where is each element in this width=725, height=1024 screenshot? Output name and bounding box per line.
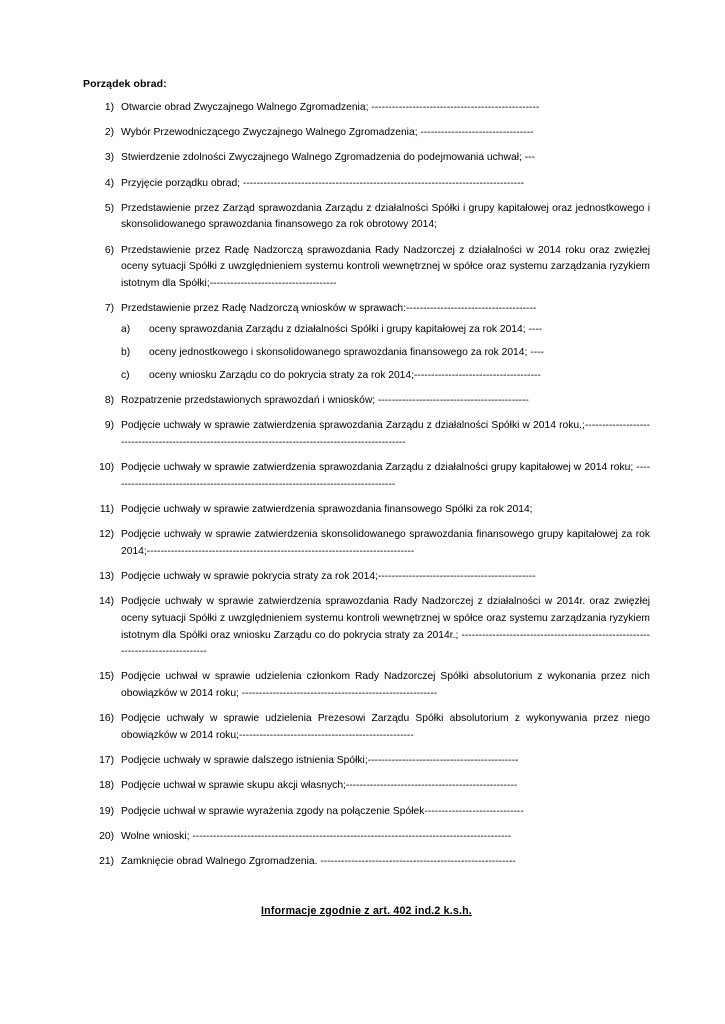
agenda-item [83,753,650,770]
agenda-item [83,243,650,293]
agenda-item [83,393,650,410]
agenda-item-number: 21) [99,855,114,867]
agenda-item-text: Przedstawienie przez Radę Nadzorczą wniosków w sprawach:-------------------------------------- [121,303,537,315]
agenda-item-text: Podjęcie uchwały w sprawie dalszego istnienia Spółki;-------------------------------------------- [121,755,519,767]
agenda-item [83,150,650,167]
agenda-item-text: Podjęcie uchwał w sprawie udzielenia członkom Rady Nadzorczej Spółki absolutorium z wykonania przez nich obowiązków w 2014 roku; --------------------------------------------------------- [121,671,650,700]
agenda-item-number: 20) [99,830,114,842]
agenda-item-number: 16) [99,713,114,725]
agenda-item [83,569,650,586]
agenda-item-text: Wolne wnioski; --------------------------------------------------------------------------------------------- [121,830,512,842]
agenda-item-number: 1) [104,102,114,113]
agenda-item-text: Rozpatrzenie przedstawionych sprawozdań i wniosków; -------------------------------------------- [121,395,529,407]
agenda-item [83,460,650,493]
agenda-item-number: 13) [99,571,114,583]
agenda-item [83,176,650,193]
agenda-subitem [121,368,650,385]
agenda-item-number: 2) [104,127,114,139]
agenda-subitem-number: b) [121,346,131,358]
agenda-item-number: 4) [104,177,114,189]
agenda-item-text: Stwierdzenie zdolności Zwyczajnego Walnego Zgromadzenia do podejmowania uchwał; --- [121,152,535,164]
agenda-subitem-number: a) [121,323,131,335]
agenda-item-number: 3) [104,152,114,164]
agenda-item-text: Podjęcie uchwały w sprawie zatwierdzenia sprawozdania Zarządu z działalności Spółki w 2014 roku.;------------------------------------------------------------------------------------------------------ [121,420,650,449]
agenda-item [83,125,650,142]
agenda-subitem-text: oceny wniosku Zarządu co do pokrycia straty za rok 2014;------------------------------------- [149,370,541,382]
agenda-item [83,778,650,795]
agenda-item-text: Podjęcie uchwały w sprawie zatwierdzenia sprawozdania Rady Nadzorczej z działalności w 2014r. oraz zwięzłej oceny sytuacji Spółki z uwzględnieniem systemu kontroli wewnętrznej w spółce oraz systemu zarządzania ryzykiem istotnym dla Spółki oraz wniosku Zarządu co do pokrycia straty za 2014r.; -------------------------------------------------------------------------------- [121,596,650,658]
agenda-item-number: 17) [99,755,114,767]
agenda-item [83,669,650,702]
agenda-item-text: Otwarcie obrad Zwyczajnego Walnego Zgromadzenia; ------------------------------------------------- [121,102,540,113]
agenda-item [83,100,650,117]
agenda-item-number: 8) [104,395,114,407]
agenda-subitem-text: oceny jednostkowego i skonsolidowanego sprawozdania finansowego za rok 2014; ---- [149,346,544,358]
agenda-item-number: 19) [99,805,114,817]
agenda-subitem-text: oceny sprawozdania Zarządu z działalności Spółki i grupy kapitałowej za rok 2014; ---- [149,323,543,335]
agenda-item-number: 10) [99,462,114,474]
agenda-item-text: Podjęcie uchwały w sprawie zatwierdzenia sprawozdania finansowego Spółki za rok 2014; [121,504,533,516]
agenda-list [83,100,650,871]
agenda-item-number: 9) [104,420,114,432]
agenda-item [83,418,650,451]
agenda-item-number: 11) [99,504,114,516]
agenda-item [83,594,650,661]
agenda-item-number: 5) [104,202,114,214]
agenda-item-text: Zamknięcie obrad Walnego Zgromadzenia. --------------------------------------------------------- [121,855,516,867]
agenda-item [83,527,650,560]
agenda-item-number: 7) [104,303,114,315]
footer-note: Informacje zgodnie z art. 402 ind.2 k.s.h. [261,904,472,917]
agenda-item-text: Podjęcie uchwały w sprawie pokrycia straty za rok 2014;---------------------------------------------- [121,571,536,583]
agenda-item [83,804,650,821]
agenda-item-text: Podjęcie uchwały w sprawie zatwierdzenia sprawozdania Zarządu z działalności grupy kapitałowej w 2014 roku; ------------------------------------------------------------------------------------ [121,462,650,490]
agenda-item-number: 12) [99,529,114,541]
agenda-item [83,502,650,519]
agenda-item [83,854,650,871]
agenda-item-text: Przyjęcie porządku obrad; ---------------------------------------------------------------------------------- [121,177,525,189]
agenda-subitem-list [121,322,650,385]
agenda-subitem [121,345,650,362]
agenda-item [83,711,650,744]
page-title: Porządek obrad: [83,78,167,90]
agenda-item-text: Przedstawienie przez Zarząd sprawozdania Zarządu z działalności Spółki i grupy kapitałowej oraz jednostkowego i skonsolidowanego sprawozdania finansowego za rok obrotowy 2014; [121,202,650,231]
agenda-item-number: 6) [104,244,114,256]
agenda-item-text: Podjęcie uchwał w sprawie skupu akcji własnych;-------------------------------------------------- [121,780,518,792]
agenda-item-number: 14) [99,596,114,608]
agenda-item-text: Wybór Przewodniczącego Zwyczajnego Walnego Zgromadzenia; --------------------------------- [121,127,534,139]
agenda-item [83,301,650,385]
agenda-subitem-number: c) [121,370,130,382]
agenda-item-number: 18) [99,780,114,792]
agenda-item-text: Podjęcie uchwał w sprawie wyrażenia zgody na połączenie Spółek----------------------------- [121,805,524,817]
agenda-item-text: Przedstawienie przez Radę Nadzorczą sprawozdania Rady Nadzorczej z działalności w 2014 roku oraz zwięzłej oceny sytuacji Spółki z uwzględnieniem systemu kontroli wewnętrznej w spółce oraz systemu zarządzania ryzykiem istotnym dla Spółki;------------------------------------- [121,244,650,289]
agenda-item-number: 15) [99,671,114,683]
agenda-item [83,201,650,234]
agenda-item-text: Podjęcie uchwały w sprawie udzielenia Prezesowi Zarządu Spółki absolutorium z wykonywania przez niego obowiązków w 2014 roku;--------------------------------------------------- [121,713,650,741]
agenda-subitem [121,322,650,339]
agenda-item-text: Podjęcie uchwały w sprawie zatwierdzenia skonsolidowanego sprawozdania finansowego grupy kapitałowej za rok 2014;------------------------------------------------------------------------------ [121,529,650,557]
agenda-item [83,829,650,846]
